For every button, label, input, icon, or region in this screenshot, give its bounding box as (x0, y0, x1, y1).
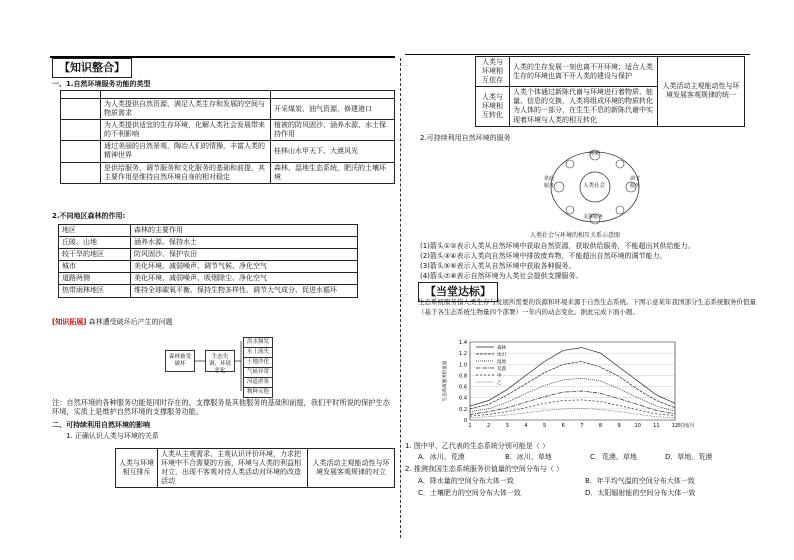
table-cell: 人类活动主观能动性与环境发展客观规律的对立 (308, 449, 395, 488)
table-cell: 人类与环境相互排斥 (116, 449, 158, 488)
cycle-top-label: 环境 (589, 151, 600, 157)
q2-option-a[interactable]: A．降水量的空间分布大体一致 (418, 477, 514, 485)
q1-option-a[interactable]: A．冰川、荒漠 (418, 453, 465, 461)
table-row (59, 249, 358, 261)
table-header: 森林的主要作用 (131, 225, 358, 237)
legend-entry: 荒漠 (497, 367, 506, 372)
x-tick-label: 10 (634, 423, 641, 429)
x-tick-label: 1 (468, 423, 472, 429)
table-human-env-unity (475, 56, 745, 127)
table-cell: 桂林山水甲天下、大漠风光 (271, 141, 395, 162)
y-tick-label: 1.0 (459, 362, 467, 369)
table-cell: 森林、湿地生态系统，肥沃的土壤环境 (271, 162, 395, 183)
q1-option-b[interactable]: B．冰川、草地 (505, 453, 552, 461)
diagram-box-forest-destroyed: 森林被受破坏 (165, 350, 195, 372)
x-tick-label: 9 (617, 423, 621, 429)
table-forest-roles (58, 224, 358, 298)
diagram-item: 洪水频发 (243, 337, 273, 348)
column-divider (400, 58, 401, 538)
cycle-center-label: 人类社会 (583, 183, 606, 189)
q1-option-c[interactable]: C．荒漠、草地 (590, 453, 637, 461)
q2-option-c[interactable]: C．土壤肥力的空间分布大体一致 (418, 489, 521, 497)
series-line (470, 391, 675, 414)
x-tick-label: 12 (671, 423, 679, 429)
table-row (59, 261, 358, 273)
table-cell: 人类活动主观能动性与环境发展客观规律的统一 (658, 57, 745, 127)
note-paragraph: 注：自然环境的各种服务功能是同时存在的，支撑服务是其他服务的基础和前提，我们平时所说的保护生态环境，实质上是维护自然环境的支撑服务功能。 (52, 398, 390, 417)
x-tick-label: 4 (524, 423, 528, 429)
table-cell: 人类个体通过新陈代谢与环境进行着物质、能量、信息的交换，人类将组成环境的物质转化为人体的一部分，在生生不息的新陈代谢中实现着环境与人类的相互转化 (510, 87, 658, 126)
y-tick-label: 0.6 (459, 384, 467, 391)
diagram-item: 河道淤塞 (243, 377, 273, 388)
x-tick-label: 5 (542, 423, 547, 429)
table-cell: 是供给服务、调节服务和文化服务的基础和前提，其主要作用是维持自然环境自身的相对稳定 (101, 162, 271, 183)
y-tick-label: 0.2 (459, 406, 467, 413)
x-tick-label: 6 (561, 423, 565, 429)
diagram-item: 水土流失 (243, 347, 273, 358)
table-cell: 植被的防风固沙、涵养水源、水土保持作用 (271, 120, 395, 141)
header-rule-right (405, 54, 750, 55)
table-cell: 城市 (59, 261, 131, 273)
table-cell: 热带雨林地区 (59, 285, 131, 297)
practice-intro: 生态系统服务指人类生存与发展所需要的资源和环境来源于自然生态系统。下图示意某年我国部分生态系统服务价值量（基于各生态系统生物量四个部署）一年内的动态变化。据此完成下面小题。 (418, 298, 756, 316)
practice-banner: 【当堂达标】 (418, 282, 498, 302)
cycle-right-label: 调节服务 (630, 176, 641, 189)
y-tick-label: 0.8 (459, 373, 467, 380)
table-cell: 人类与环境相互转化 (476, 87, 510, 126)
table-cell: 人类从主观需求、主观认识评价环境，力求把环境中不合需要的方面，环境与人类的利益相对立，出现不客观对待人类活动对环境的改造活动 (158, 449, 308, 488)
question-1: 1. 图中甲、乙代表的生态系统分别可能是（ ） (405, 442, 550, 450)
service-point: (1)箭头①②表示人类从自然环境中获取自然资源，获取供给服务，不能超出其供给能力。 (420, 242, 695, 250)
diagram-item: 土地沙化 (243, 357, 273, 368)
q2-option-b[interactable]: B．年平均气温的空间分布大体一致 (585, 477, 695, 485)
y-tick-label: 1.4 (459, 340, 467, 346)
series-line (470, 408, 675, 418)
x-tick-label: 7 (580, 423, 584, 429)
legend-entry: 冰川 (497, 353, 506, 358)
service-point: (4)箭头⑦⑧表示自然环境为人类社会提供支撑服务。 (420, 272, 583, 280)
service-point: (3)箭头⑤⑥表示人类从自然环境中获取各种服务。 (420, 262, 576, 270)
series-line (470, 400, 675, 416)
table-cell: 美化环境、减弱噪声、调节气候、净化空气 (131, 261, 358, 273)
table-cell: 较干旱的地区 (59, 249, 131, 261)
heading-sustainable-use: 二、可持续利用自然环境的影响 (52, 421, 150, 429)
heading-service-types: 一、1.自然环境服务功能的类型 (52, 80, 151, 88)
table-row (61, 162, 395, 183)
heading-forest-roles: 2.不同地区森林的作用: (52, 212, 126, 220)
table-service-types (60, 90, 395, 184)
table-cell: 为人类提供适宜的生存环境，化解人类社会发展带来的不利影响 (101, 120, 271, 141)
diagram-item: 物种灭绝 (243, 387, 273, 398)
cycle-bottom-label: 支撑服务 (583, 214, 604, 220)
q1-option-d[interactable]: D．草地、荒漠 (665, 453, 713, 461)
table-header-row (59, 225, 358, 237)
x-tick-label: 2 (487, 423, 491, 429)
table-row (59, 273, 358, 285)
x-axis-label: 时间/月 (678, 423, 695, 429)
extension-label: [知识拓展] (52, 318, 87, 326)
x-tick-label: 8 (598, 423, 603, 429)
y-tick-label: 0.4 (459, 395, 467, 402)
table-row (61, 120, 395, 141)
table-row (61, 99, 395, 120)
q2-option-d[interactable]: D．太阳辐射能的空间分布大体一致 (585, 489, 696, 497)
service-point: (2)箭头③④表示人类向自然环境中排放废弃物，不能超出自然环境的调节能力。 (420, 252, 667, 260)
table-cell: 人类的生存发展一刻也离不开环境；适合人类生存的环境也离不开人类的建设与保护 (510, 57, 658, 87)
table-row (59, 237, 358, 249)
x-tick-label: 3 (505, 423, 509, 429)
table-row (476, 57, 745, 87)
table-cell: 通过美丽的自然景观，陶冶人们的情操，丰富人类的精神世界 (101, 141, 271, 162)
y-tick-label: 0 (463, 418, 467, 424)
cycle-caption: 人类社会与环境的相互关系示意图 (530, 232, 621, 239)
legend-entry: 森林 (497, 346, 506, 351)
ecosystem-value-chart (438, 338, 695, 436)
table-cell: 人类与环境相互依存 (476, 57, 510, 87)
table-human-env-exclusive (115, 448, 395, 488)
section-title: 【知识整合】 (52, 58, 132, 78)
extension-title: 森林遭受破坏后产生的问题 (88, 318, 173, 326)
legend-entry: 乙 (497, 381, 502, 386)
table-cell: 涵养水源、保持水土 (131, 237, 358, 249)
table-cell: 丘陵、山地 (59, 237, 131, 249)
table-row (116, 449, 395, 488)
heading-human-env-relation: 1. 正确认识人类与环境的关系 (66, 432, 159, 440)
extension-heading (52, 318, 173, 327)
cycle-left-label: 供给服务 (544, 176, 555, 189)
y-tick-label: 1.2 (459, 351, 467, 358)
diagram-box-ecology-imbalance: 生态失调、环境恶化 (205, 350, 235, 372)
legend-entry: 湿地 (497, 360, 506, 365)
table-row (61, 91, 395, 99)
table-header: 地区 (59, 225, 131, 237)
diagram-item: 气候异常 (243, 367, 273, 378)
table-cell: 开采煤炭、油气资源，修建港口 (271, 99, 395, 120)
legend-entry: 甲 (497, 374, 502, 379)
y-axis-label: 生态系统服务价值量 (443, 360, 448, 402)
heading-sustainable-services: 2.可持续利用自然环境的服务 (420, 134, 511, 142)
table-row (61, 141, 395, 162)
question-2: 2. 推测我国生态系统服务价值量的空间分布与（ ） (405, 465, 564, 473)
table-row (59, 285, 358, 297)
x-tick-label: 11 (653, 423, 660, 429)
table-cell: 道路两侧 (59, 273, 131, 285)
table-cell: 为人类提供自然资源，满足人类生存和发展的空间与物质需求 (101, 99, 271, 120)
table-cell: 维持全球碳氧平衡、保持生物多样性、调节大气成分、促进水循环 (131, 285, 358, 297)
table-cell: 美化环境、减弱噪声、吸烟除尘、净化空气 (131, 273, 358, 285)
table-cell: 防风固沙、保护农田 (131, 249, 358, 261)
